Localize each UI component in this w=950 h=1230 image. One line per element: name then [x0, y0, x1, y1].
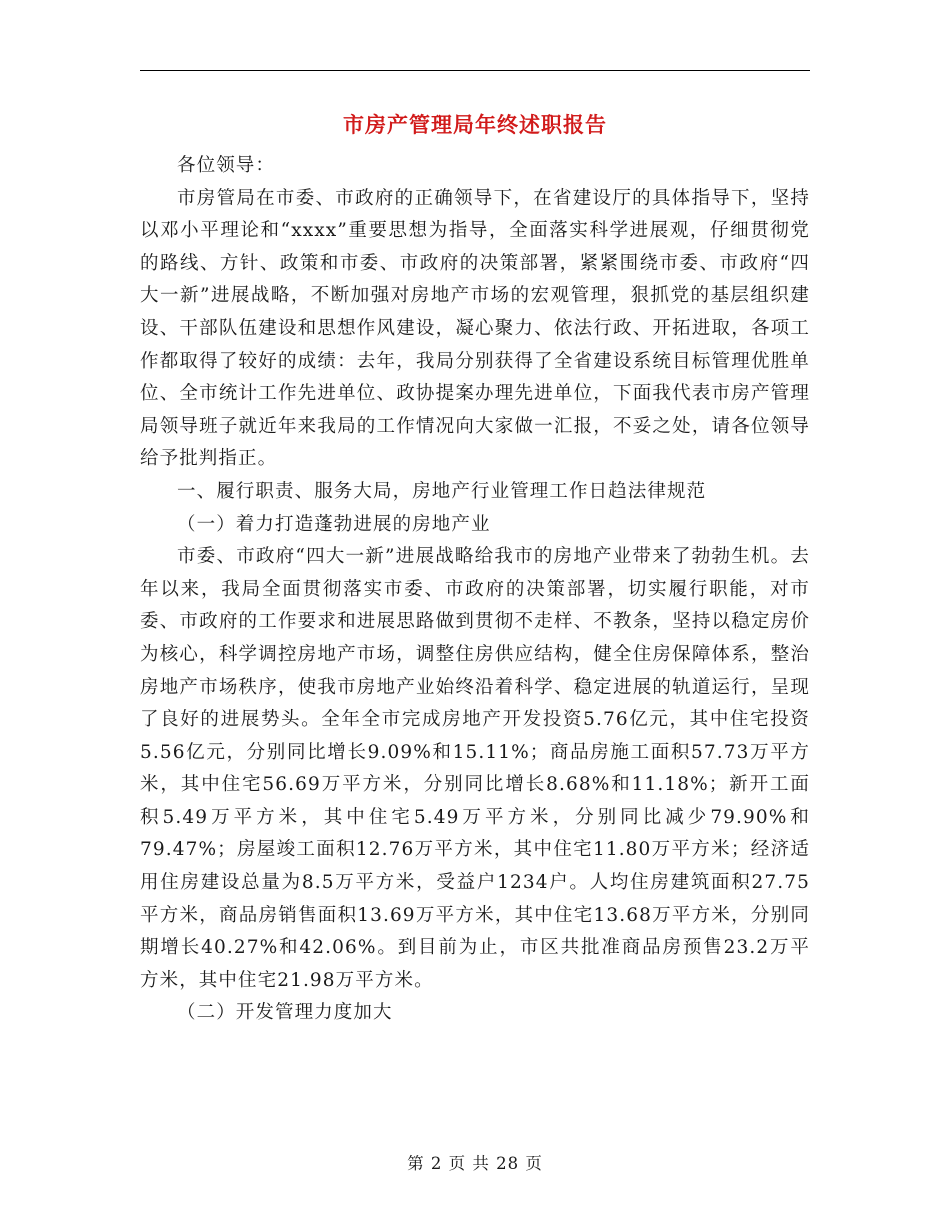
salutation: 各位领导：	[177, 155, 276, 176]
document-title: 市房产管理局年终述职报告	[343, 112, 607, 137]
section-paragraph-1: 市委、市政府“四大一新”进展战略给我市的房地产业带来了勃勃生机。去年以来，我局全面贯彻落实市委、市政府的决策部署，切实履行职能，对市委、市政府的工作要求和进展思路做到贯彻不走样、不教条，坚持以稳定房价为核心，科学调控房地产市场，调整住房供应结构，健全住房保障体系，整治房地产市场秩序，使我市房地产业始终沿着科学、稳定进展的轨道运行，呈现了良好的进展势头。全年全市完成房地产开发投资5.76亿元，其中住宅投资5.56亿元，分别同比增长9.09%和15.11%；商品房施工面积57.73万平方米，其中住宅56.69万平方米，分别同比增长8.68%和11.18%；新开工面积5.49万平方米，其中住宅5.49万平方米，分别同比减少79.90%和79.47%；房屋竣工面积12.76万平方米，其中住宅11.80万平方米；经济适用住房建设总量为8.5万平方米，受益户1234户。人均住房建筑面积27.75平方米，商品房销售面积13.69万平方米，其中住宅13.68万平方米，分别同期增长40.27%和42.06%。到目前为止，市区共批准商品房预售23.2万平方米，其中住宅21.98万平方米。	[140, 546, 810, 991]
document-body	[140, 150, 810, 1030]
header-rule	[140, 70, 810, 71]
subsection-heading-1: （一）着力打造蓬勃进展的房地产业	[177, 513, 491, 535]
subsection-heading-2: （二）开发管理力度加大	[177, 1002, 393, 1024]
section-heading-1: 一、履行职责、服务大局，房地产行业管理工作日趋法律规范	[177, 480, 707, 502]
intro-paragraph: 市房管局在市委、市政府的正确领导下，在省建设厅的具体指导下，坚持以邓小平理论和“xxxx”重要思想为指导，全面落实科学进展观，仔细贯彻党的路线、方针、政策和市委、市政府的决策部署，紧紧围绕市委、市政府“四大一新”进展战略，不断加强对房地产市场的宏观管理，狠抓党的基层组织建设、干部队伍建设和思想作风建设，凝心聚力、依法行政、开拓进取，各项工作都取得了较好的成绩：去年，我局分别获得了全省建设系统目标管理优胜单位、全市统计工作先进单位、政协提案办理先进单位，下面我代表市房产管理局领导班子就近年来我局的工作情况向大家做一汇报，不妥之处，请各位领导给予批判指正。	[140, 187, 810, 470]
page-number: 第 2 页 共 28 页	[407, 1154, 543, 1173]
